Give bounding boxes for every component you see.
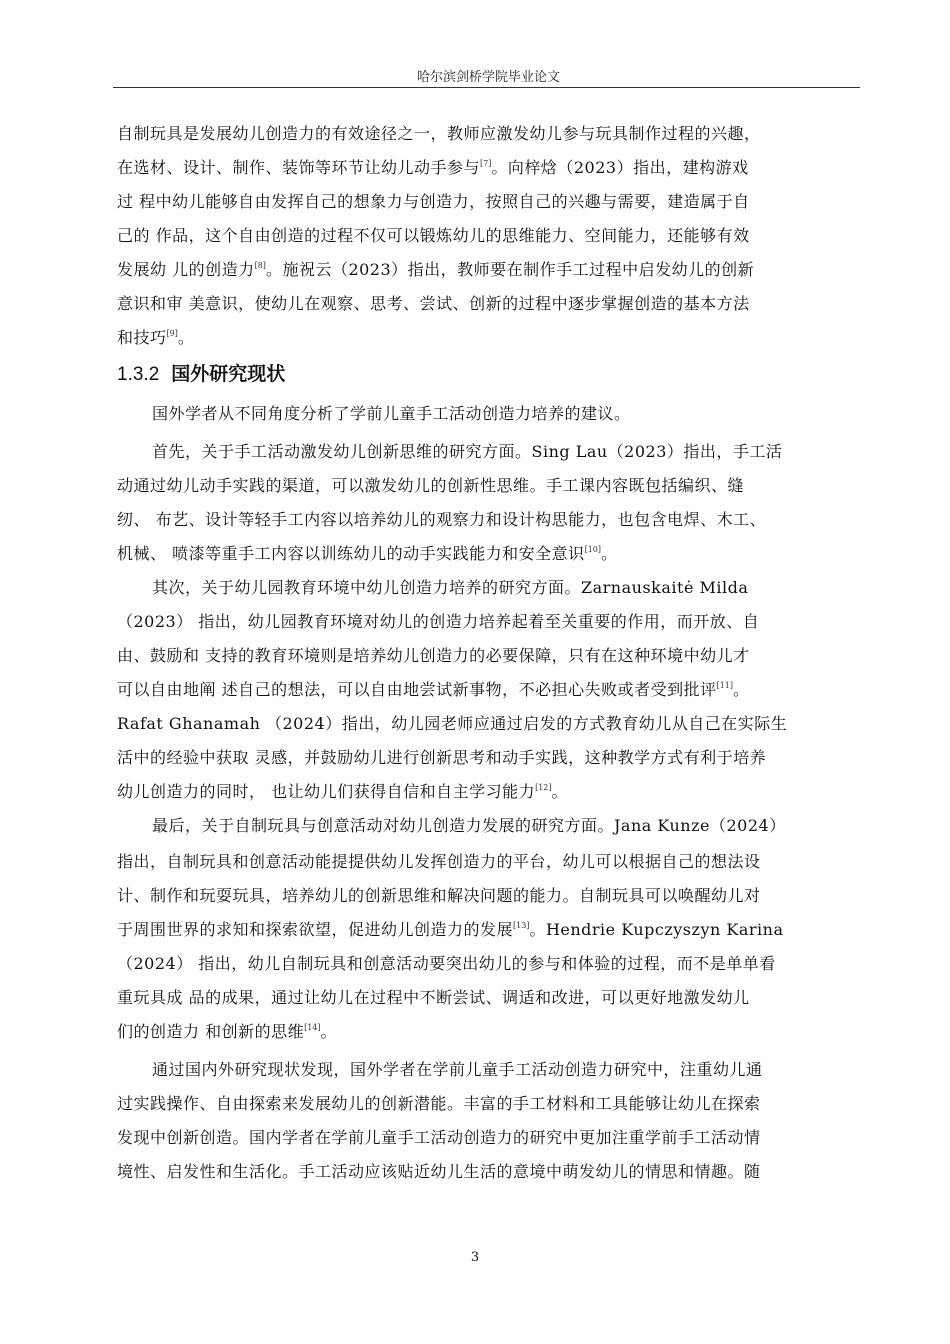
text-line: 发现中创新创造。国内学者在学前儿童手工活动创造力的研究中更加注重学前手工活动情 — [117, 1128, 761, 1147]
page-header-title: 哈尔滨剑桥学院毕业论文 — [416, 70, 560, 85]
citation-ref: [11] — [716, 681, 734, 690]
citation-ref: [12] — [535, 783, 552, 792]
citation-ref: [8] — [254, 261, 266, 270]
text-line: 可以自由地阐 述自己的想法，可以自由地尝试新事物，不必担心失败或者受到批评[11]。 — [117, 680, 750, 699]
section-number: 1.3.2 — [117, 364, 160, 385]
text-line: 境性、启发性和生活化。手工活动应该贴近幼儿生活的意境中萌发幼儿的情思和情趣。随 — [117, 1162, 761, 1181]
text-line: 动通过幼儿动手实践的渠道，可以激发幼儿的创新性思维。手工课内容既包括编织、缝 — [117, 476, 745, 495]
text-line: 机械、 喷漆等重手工内容以训练幼儿的动手实践能力和安全意识[10]。 — [117, 544, 618, 563]
text-line: 活中的经验中获取 灵感，并鼓励幼儿进行创新思考和动手实践，这种教学方式有利于培养 — [117, 748, 767, 767]
text-line: 通过国内外研究现状发现，国外学者在学前儿童手工活动创造力研究中，注重幼儿通 — [152, 1060, 763, 1079]
text-line: 发展幼 儿的创造力[8]。施祝云（2023）指出，教师要在制作手工过程中启发幼儿的创新 — [117, 260, 755, 279]
text-line: （2023） 指出，幼儿园教育环境对幼儿的创造力培养起着至关重要的作用，而开放、自 — [117, 612, 760, 631]
text-line: 首先，关于手工活动激发幼儿创新思维的研究方面。Sing Lau（2023）指出，手工活 — [152, 442, 783, 461]
text-line: 在选材、设计、制作、装饰等环节让幼儿动手参与[7]。向梓焓（2023）指出，建构游戏 — [117, 158, 749, 177]
text-line: Rafat Ghanamah （2024）指出，幼儿园老师应通过启发的方式教育幼儿从自己在实际生 — [117, 714, 788, 733]
text-line: 和技巧[9]。 — [117, 328, 195, 347]
section-title: 国外研究现状 — [171, 363, 286, 385]
text-line: 己的 作品，这个自由创造的过程不仅可以锻炼幼儿的思维能力、空间能力，还能够有效 — [117, 226, 750, 245]
citation-ref: [14] — [304, 1023, 321, 1032]
text-line: 其次，关于幼儿园教育环境中幼儿创造力培养的研究方面。Zarnauskaitė Milda — [152, 578, 749, 597]
citation-ref: [13] — [513, 921, 530, 930]
text-line: 计、制作和玩耍玩具，培养幼儿的创新思维和解决问题的能力。自制玩具可以唤醒幼儿对 — [117, 886, 761, 905]
text-line: 指出，自制玩具和创意活动能提提供幼儿发挥创造力的平台，幼儿可以根据自己的想法设 — [117, 852, 761, 871]
citation-ref: [7] — [480, 159, 492, 168]
text-line: （2024） 指出，幼儿自制玩具和创意活动要突出幼儿的参与和体验的过程，而不是单单看 — [117, 954, 776, 973]
text-line: 国外学者从不同角度分析了学前儿童手工活动创造力培养的建议。 — [152, 404, 631, 423]
text-line: 由、鼓励和 支持的教育环境则是培养幼儿创造力的必要保障，只有在这种环境中幼儿才 — [117, 646, 750, 665]
text-line: 意识和审 美意识，使幼儿在观察、思考、尝试、创新的过程中逐步掌握创造的基本方法 — [117, 294, 750, 313]
section-heading — [117, 362, 285, 387]
text-line: 自制玩具是发展幼儿创造力的有效途径之一，教师应激发幼儿参与玩具制作过程的兴趣， — [117, 124, 761, 143]
page-number: 3 — [470, 1250, 480, 1265]
text-line: 过实践操作、自由探索来发展幼儿的创新潜能。丰富的手工材料和工具能够让幼儿在探索 — [117, 1094, 761, 1113]
citation-ref: [9] — [166, 329, 178, 338]
text-line: 们的创造力 和创新的思维[14]。 — [117, 1022, 338, 1041]
text-line: 于周围世界的求知和探索欲望，促进幼儿创造力的发展[13]。Hendrie Kupczyszyn Karina — [117, 920, 784, 939]
text-line: 幼儿创造力的同时， 也让幼儿们获得自信和自主学习能力[12]。 — [117, 782, 569, 801]
text-line: 过 程中幼儿能够自由发挥自己的想象力与创造力，按照自己的兴趣与需要，建造属于自 — [117, 192, 750, 211]
citation-ref: [10] — [584, 545, 602, 554]
text-line: 最后，关于自制玩具与创意活动对幼儿创造力发展的研究方面。Jana Kunze（2024） — [152, 816, 786, 835]
header-rule — [113, 87, 860, 88]
text-line: 重玩具成 品的成果，通过让幼儿在过程中不断尝试、调适和改进，可以更好地激发幼儿 — [117, 988, 750, 1007]
text-line: 纫、 布艺、设计等轻手工内容以培养幼儿的观察力和设计构思能力，也包含电焊、木工、 — [117, 510, 767, 529]
